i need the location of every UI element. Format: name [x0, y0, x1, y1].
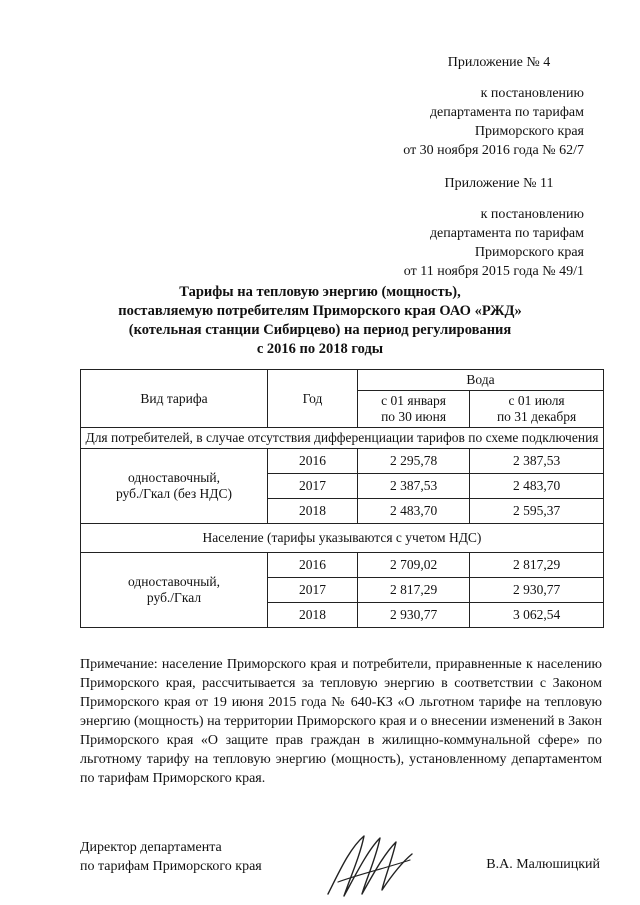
appendix-line: Приморского края: [474, 124, 584, 139]
year-cell: 2016: [268, 449, 358, 474]
header-period-second-half: [470, 391, 604, 428]
value-cell: 2 930,77: [470, 578, 604, 603]
header-water: Вода: [358, 370, 604, 391]
header-period-line: с 01 января: [381, 393, 446, 408]
section-title-row: [81, 524, 604, 553]
value-cell: 2 295,78: [358, 449, 470, 474]
year-cell: 2017: [268, 474, 358, 499]
table-row: [81, 553, 604, 578]
title-line: с 2016 по 2018 годы: [256, 341, 384, 357]
year-cell: 2018: [268, 499, 358, 524]
value-cell: 2 387,53: [470, 449, 604, 474]
value-cell: 2 483,70: [470, 474, 604, 499]
header-period-line: по 30 июня: [381, 409, 447, 424]
tariff-type-cell: [81, 553, 268, 628]
year-cell: 2017: [268, 578, 358, 603]
header-period-line: по 31 декабря: [496, 409, 577, 424]
year-cell: 2018: [268, 603, 358, 628]
header-period-line: с 01 июля: [508, 393, 565, 408]
tariff-type-line: руб./Гкал: [146, 590, 202, 605]
header-tariff-type: Вид тарифа: [81, 370, 268, 428]
value-cell: 3 062,54: [470, 603, 604, 628]
appendix-block-original: [404, 174, 584, 281]
section-title: Для потребителей, в случае отсутствия дифференциации тарифов по схеме подключения: [81, 428, 604, 449]
appendix-line: департамента по тарифам: [429, 105, 584, 120]
appendix-line: Приморского края: [474, 245, 584, 260]
table-row: [81, 449, 604, 474]
appendix-line: от 11 ноября 2015 года № 49/1: [403, 264, 584, 279]
section-title-row: [81, 428, 604, 449]
signatory-position: [80, 838, 262, 876]
appendix-line: от 30 ноября 2016 года № 62/7: [403, 143, 584, 158]
table-header-row: [81, 370, 604, 391]
value-cell: 2 595,37: [470, 499, 604, 524]
header-period-first-half: [358, 391, 470, 428]
year-cell: 2016: [268, 553, 358, 578]
signatory-name: В.А. Малюшицкий: [486, 857, 600, 872]
header-year: Год: [268, 370, 358, 428]
value-cell: 2 817,29: [470, 553, 604, 578]
note-paragraph: Примечание: население Приморского края и потребители, приравненные к населению Приморского края, рассчитывается за тепловую энергию в соответствии с Законом Приморского края от 19 июня 2015 года № 640-КЗ «О льготном тарифе на тепловую энергию (мощность) на территории Приморского края и о внесении изменений в Закон Приморского края «О защите прав граждан в жилищно-коммунальной сфере» по льготному тарифу на тепловую энергию (мощность), установленному департаментом по тарифам Приморского края.: [80, 657, 602, 786]
section-title: Население (тарифы указываются с учетом НДС): [81, 524, 604, 553]
signatory-position-line: Директор департамента: [80, 840, 222, 855]
title-line: (котельная станции Сибирцево) на период регулирования: [128, 322, 512, 338]
signatory-position-line: по тарифам Приморского края: [80, 859, 262, 874]
appendix-line: к постановлению: [480, 207, 584, 222]
appendix-heading: Приложение № 4: [447, 55, 551, 70]
appendix-line: к постановлению: [480, 86, 584, 101]
value-cell: 2 709,02: [358, 553, 470, 578]
tariff-type-line: одноставочный,: [128, 470, 220, 485]
handwritten-signature: [320, 830, 420, 900]
tariff-type-line: одноставочный,: [128, 574, 220, 589]
value-cell: 2 387,53: [358, 474, 470, 499]
tariff-type-line: руб./Гкал (без НДС): [115, 486, 233, 501]
value-cell: 2 817,29: [358, 578, 470, 603]
tariff-type-cell: [81, 449, 268, 524]
value-cell: 2 483,70: [358, 499, 470, 524]
appendix-block-current: [403, 53, 584, 160]
title-line: поставляемую потребителям Приморского края ОАО «РЖД»: [118, 303, 522, 319]
document-title: [0, 283, 640, 359]
value-cell: 2 930,77: [358, 603, 470, 628]
appendix-line: департамента по тарифам: [429, 226, 584, 241]
title-line: Тарифы на тепловую энергию (мощность),: [179, 284, 461, 300]
tariff-table: [80, 369, 604, 628]
appendix-heading: Приложение № 11: [444, 176, 554, 191]
